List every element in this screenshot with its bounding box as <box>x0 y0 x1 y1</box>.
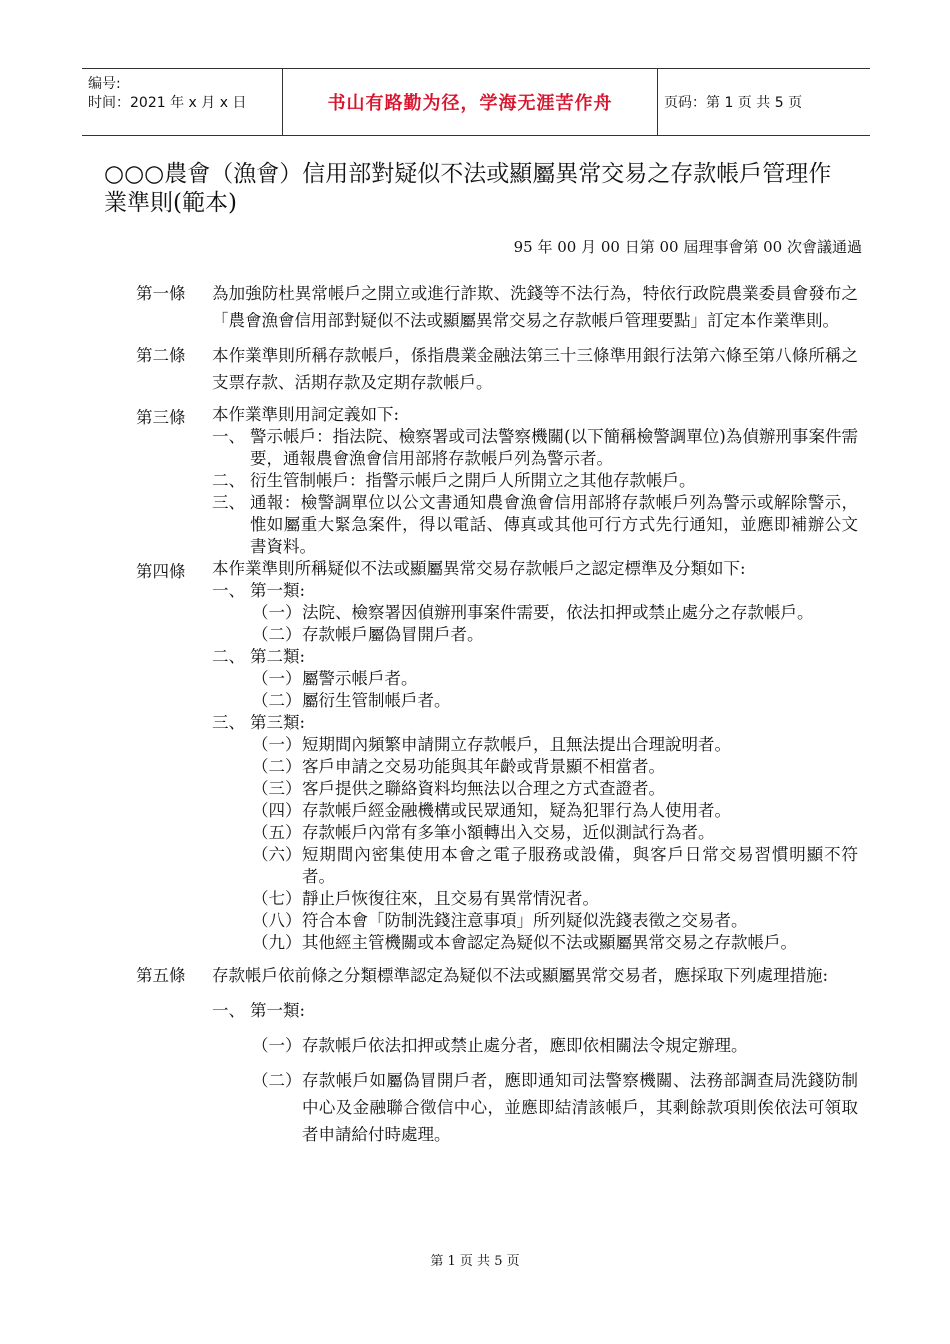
article-label: 第四條 <box>136 562 186 581</box>
item-text: 客戶申請之交易功能與其年齡或背景顯不相當者。 <box>302 757 665 776</box>
approval-note: 95 年 00 月 00 日第 00 屆理事會第 00 次會議通過 <box>513 238 862 256</box>
definition-item <box>212 426 858 470</box>
article-3 <box>0 404 950 558</box>
article-1 <box>0 280 950 334</box>
item-text: 短期間內頻繁申請開立存款帳戶，且無法提出合理說明者。 <box>302 735 731 754</box>
item-text: 其他經主管機關或本會認定為疑似不法或顯屬異常交易之存款帳戶。 <box>302 933 797 952</box>
item-text: 第二類: <box>250 647 306 666</box>
document-title: ○○○農會（漁會）信用部對疑似不法或顯屬異常交易之存款帳戶管理作業準則(範本) <box>104 161 832 216</box>
definition-item <box>212 470 858 492</box>
item-text: 法院、檢察署因偵辦刑事案件需要，依法扣押或禁止處分之存款帳戶。 <box>302 603 814 622</box>
item-text: 屬警示帳戶者。 <box>302 669 418 688</box>
criteria-item <box>252 932 858 954</box>
item-text: 第一類: <box>250 1001 306 1020</box>
item-text: 存款帳戶依法扣押或禁止處分者，應即依相關法令規定辦理。 <box>302 1036 748 1055</box>
item-number: （九） <box>252 933 302 952</box>
article-text: 本作業準則所稱存款帳戶，係指農業金融法第三十三條準用銀行法第六條至第八條所稱之支票存款、活期存款及定期存款帳戶。 <box>212 346 858 392</box>
criteria-item <box>252 778 858 800</box>
criteria-item <box>252 602 858 624</box>
item-text: 短期間內密集使用本會之電子服務或設備，與客戶日常交易習慣明顯不符者。 <box>302 845 858 886</box>
criteria-item <box>252 822 858 844</box>
item-number: （二） <box>252 757 302 776</box>
page-info: 页码：第 1 页 共 5 页 <box>664 95 803 111</box>
article-5 <box>0 962 950 1148</box>
article-2 <box>0 342 950 396</box>
motto: 书山有路勤为径，学海无涯苦作舟 <box>282 69 658 135</box>
item-number: （一） <box>252 735 302 754</box>
item-text: 靜止戶恢復往來，且交易有異常情況者。 <box>302 889 599 908</box>
article-intro: 存款帳戶依前條之分類標準認定為疑似不法或顯屬異常交易者，應採取下列處理措施: <box>212 966 829 985</box>
item-text: 屬衍生管制帳戶者。 <box>302 691 451 710</box>
article-label: 第三條 <box>136 408 186 427</box>
item-text: 客戶提供之聯絡資料均無法以合理之方式查證者。 <box>302 779 665 798</box>
measure-item <box>252 1032 858 1059</box>
article-text: 為加強防杜異常帳戶之開立或進行詐欺、洗錢等不法行為，特依行政院農業委員會發布之「農會漁會信用部對疑似不法或顯屬異常交易之存款帳戶管理要點」訂定本作業準則。 <box>212 284 858 330</box>
category-heading <box>212 712 858 734</box>
item-number: 三、 <box>212 493 245 512</box>
item-number: （七） <box>252 889 302 908</box>
article-intro: 本作業準則用詞定義如下: <box>212 405 400 424</box>
item-number: 二、 <box>212 647 245 666</box>
criteria-item <box>252 756 858 778</box>
criteria-item <box>252 734 858 756</box>
article-4 <box>0 558 950 954</box>
item-number: （八） <box>252 911 302 930</box>
item-text: 通報：檢警調單位以公文書通知農會漁會信用部將存款帳戶列為警示或解除警示，惟如屬重大緊急案件，得以電話、傳真或其他可行方式先行通知，並應即補辦公文書資料。 <box>250 493 858 556</box>
item-text: 衍生管制帳戶：指警示帳戶之開戶人所開立之其他存款帳戶。 <box>250 471 696 490</box>
item-number: （一） <box>252 1036 302 1055</box>
measure-item <box>252 1067 858 1148</box>
item-text: 第三類: <box>250 713 306 732</box>
definition-item <box>212 492 858 558</box>
criteria-item <box>252 844 858 888</box>
article-intro: 本作業準則所稱疑似不法或顯屬異常交易存款帳戶之認定標準及分類如下: <box>212 559 746 578</box>
article-label: 第五條 <box>136 966 186 985</box>
item-number: （六） <box>252 845 302 864</box>
item-text: 存款帳戶如屬偽冒開戶者，應即通知司法警察機關、法務部調查局洗錢防制中心及金融聯合徵信中心，並應即結清該帳戶，其剩餘款項則俟依法可領取者申請給付時處理。 <box>302 1071 858 1144</box>
item-number: 二、 <box>212 471 245 490</box>
criteria-item <box>252 800 858 822</box>
item-number: （四） <box>252 801 302 820</box>
item-number: 三、 <box>212 713 245 732</box>
article-label: 第二條 <box>136 346 186 365</box>
item-text: 符合本會「防制洗錢注意事項」所列疑似洗錢表徵之交易者。 <box>302 911 748 930</box>
item-number: （五） <box>252 823 302 842</box>
item-number: 一、 <box>212 581 245 600</box>
criteria-item <box>252 624 858 646</box>
item-text: 存款帳戶經金融機構或民眾通知，疑為犯罪行為人使用者。 <box>302 801 731 820</box>
item-number: （二） <box>252 691 302 710</box>
item-number: （二） <box>252 625 302 644</box>
page-footer: 第 1 页 共 5 页 <box>430 1254 520 1269</box>
date-line: 时间：2021 年 x 月 x 日 <box>88 95 247 111</box>
item-text: 存款帳戶屬偽冒開戶者。 <box>302 625 484 644</box>
item-number: （一） <box>252 603 302 622</box>
category-heading <box>212 580 858 602</box>
document-body <box>0 280 950 1148</box>
number-label: 编号: <box>88 76 121 92</box>
criteria-item <box>252 910 858 932</box>
category-heading <box>212 997 858 1024</box>
item-text: 存款帳戶內常有多筆小額轉出入交易，近似測試行為者。 <box>302 823 715 842</box>
header-info <box>82 69 282 135</box>
item-text: 第一類: <box>250 581 306 600</box>
item-number: （一） <box>252 669 302 688</box>
document-header <box>82 68 870 136</box>
criteria-item <box>252 668 858 690</box>
item-number: （二） <box>252 1071 302 1090</box>
item-text: 警示帳戶：指法院、檢察署或司法警察機關(以下簡稱檢警調單位)為偵辦刑事案件需要，通報農會漁會信用部將存款帳戶列為警示者。 <box>250 427 858 468</box>
item-number: （三） <box>252 779 302 798</box>
item-number: 一、 <box>212 427 245 446</box>
criteria-item <box>252 888 858 910</box>
article-label: 第一條 <box>136 284 186 303</box>
criteria-item <box>252 690 858 712</box>
item-number: 一、 <box>212 1001 245 1020</box>
category-heading <box>212 646 858 668</box>
